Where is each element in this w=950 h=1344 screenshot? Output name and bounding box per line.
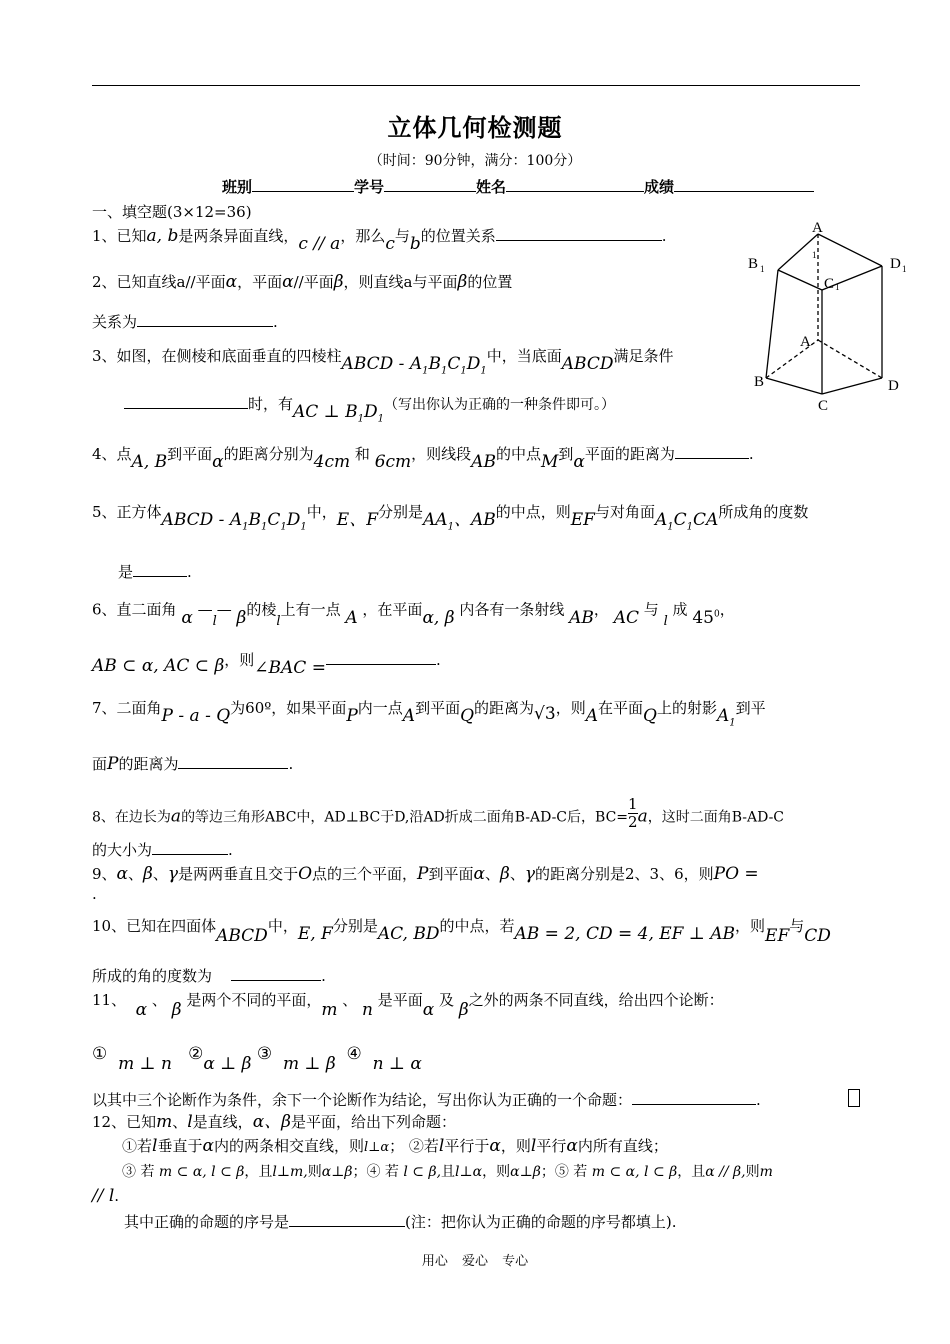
- score-field[interactable]: [674, 177, 814, 192]
- label-c: C: [818, 398, 829, 414]
- placeholder-box-icon: [848, 1089, 860, 1107]
- question-12-row4: 其中正确的命题的序号是 (注：把你认为正确的命题的序号都填上).: [124, 1213, 677, 1231]
- answer-blank-11[interactable]: [632, 1090, 756, 1105]
- question-3: 3、如图，在侧棱和底面垂直的四棱柱ABCD - $A_1B_1C_1D_1$中，当底面ABCD满足条件: [92, 347, 674, 377]
- answer-blank-6[interactable]: [326, 650, 436, 665]
- label-d1-sub: 1: [902, 264, 907, 274]
- edge-b-c: [766, 378, 822, 394]
- answer-blank-1[interactable]: [496, 226, 662, 241]
- question-6: 6、直二面角 α —l— β的棱l上有一点 A ，在平面α, β 内各有一条射线 AB， AC 与 l 成 $45^0$，: [92, 600, 735, 629]
- edge-c-d: [822, 378, 882, 394]
- score-label: 成绩: [644, 178, 675, 196]
- class-field[interactable]: [252, 177, 354, 192]
- question-5: 5、正方体ABCD - $A_1B_1C_1D_1$中，E、F分别是$AA_1$、AB的中点，则EF与对角面$A_1C_1CA$所成角的度数: [92, 503, 809, 533]
- label-b1: B: [748, 256, 759, 272]
- question-5-line2: 是 .: [118, 563, 192, 581]
- question-4: 4、点A, B到平面α的距离分别为4cm 和 6cm，则线段AB的中点M到α平面的距离为 .: [92, 445, 754, 472]
- edge-b1-b: [766, 270, 778, 378]
- label-a: A: [812, 220, 823, 236]
- question-2: 2、已知直线a//平面α，平面α//平面β，则直线a与平面β的位置: [92, 272, 513, 292]
- question-12-row1: ①若l垂直于α内的两条相交直线，则l⊥α； ②若l平行于α，则l平行α内所有直线；: [122, 1136, 668, 1156]
- label-b: B: [754, 374, 765, 390]
- name-label: 姓名: [476, 178, 507, 196]
- question-10-line2: 所成的角的度数为 .: [92, 967, 326, 985]
- answer-blank-4[interactable]: [675, 444, 749, 459]
- question-1: 1、已知a, b是两条异面直线，c // a，那么c与b的位置关系 .: [92, 226, 667, 254]
- question-12-row2: ③ 若 m ⊂ α, l ⊂ β，且l⊥m,则α⊥β；④ 若 l ⊂ β,且l⊥α，则α⊥β；⑤ 若 m ⊂ α, l ⊂ β，且α // β,则m: [122, 1164, 773, 1180]
- answer-blank-12[interactable]: [289, 1212, 405, 1227]
- question-11-options: ① m ⊥ n ②α ⊥ β ③ m ⊥ β ④ n ⊥ α: [92, 1044, 422, 1074]
- prism-figure: [740, 220, 920, 420]
- question-2-line2: 关系为 .: [92, 313, 278, 331]
- student-info-row: [222, 176, 814, 197]
- exam-subtitle: （时间：90分钟，满分：100分）: [368, 153, 582, 169]
- page-footer: 用心 爱心 专心: [421, 1254, 529, 1269]
- class-label: 班别: [222, 178, 253, 196]
- question-8-line2: 的大小为 .: [92, 841, 233, 859]
- question-11-line3: 以其中三个论断作为条件，余下一个论断作为结论，写出你认为正确的一个命题： .: [92, 1091, 761, 1109]
- question-12-row3: // l.: [92, 1186, 120, 1206]
- question-6-line2: AB ⊂ α, AC ⊂ β，则∠BAC = .: [92, 651, 441, 678]
- section-heading: 一、填空题(3×12=36): [92, 203, 252, 221]
- question-7-line2: 面P的距离为 .: [92, 754, 294, 774]
- label-d1: D: [890, 256, 901, 272]
- question-10: 10、已知在四面体ABCD中，E, F分别是AC, BD的中点，若AB = 2, CD = 4, EF ⊥ AB，则EF与CD: [92, 917, 831, 946]
- question-11: 11、 α 、 β 是两个不同的平面，m 、 n 是平面α 及 β之外的两条不同直线，给出四个论断：: [92, 991, 724, 1020]
- page-title: 立体几何检测题: [387, 113, 563, 142]
- name-field[interactable]: [506, 177, 644, 192]
- answer-blank-7[interactable]: [178, 754, 288, 769]
- answer-blank-10[interactable]: [231, 966, 321, 981]
- edge-a1top-d1: [818, 234, 882, 266]
- label-c1: C: [824, 276, 835, 292]
- id-field[interactable]: [384, 177, 476, 192]
- question-9: 9、α、β、γ是两两垂直且交于O点的三个平面，P到平面α、β、γ的距离分别是2、3、6，则PO =: [92, 864, 759, 884]
- answer-blank-8[interactable]: [152, 840, 228, 855]
- label-c1-sub: 1: [835, 282, 840, 292]
- label-a-bottom: A: [800, 334, 811, 350]
- question-12: 12、已知m、l是直线，α、β是平面，给出下列命题：: [92, 1112, 457, 1132]
- answer-blank-3[interactable]: [124, 394, 248, 409]
- edge-b1-c1: [778, 270, 822, 290]
- label-d: D: [888, 378, 899, 394]
- label-sub: 1: [812, 250, 817, 260]
- id-label: 学号: [354, 178, 385, 196]
- fraction-half: $\frac{1}{2}$: [628, 795, 638, 831]
- question-8: 8、在边长为a的等边三角形ABC中，AD⊥BC于D,沿AD折成二面角B-AD-C后，BC= $\frac{1}{2}$ a，这时二面角B-AD-C: [92, 795, 785, 831]
- answer-blank-5[interactable]: [133, 562, 187, 577]
- top-rule: [92, 85, 860, 86]
- answer-blank-2[interactable]: [137, 312, 273, 327]
- label-b1-sub: 1: [760, 264, 765, 274]
- question-9-line2: .: [92, 885, 97, 903]
- question-3-line2: 时，有AC ⊥ $B_1D_1$（写出你认为正确的一种条件即可。）: [124, 394, 615, 421]
- question-7: 7、二面角P - a - Q为60º，如果平面P内一点A到平面Q的距离为√3，则A在平面Q上的射影$A_1$到平: [92, 699, 766, 729]
- edge-hidden-ad: [818, 340, 882, 378]
